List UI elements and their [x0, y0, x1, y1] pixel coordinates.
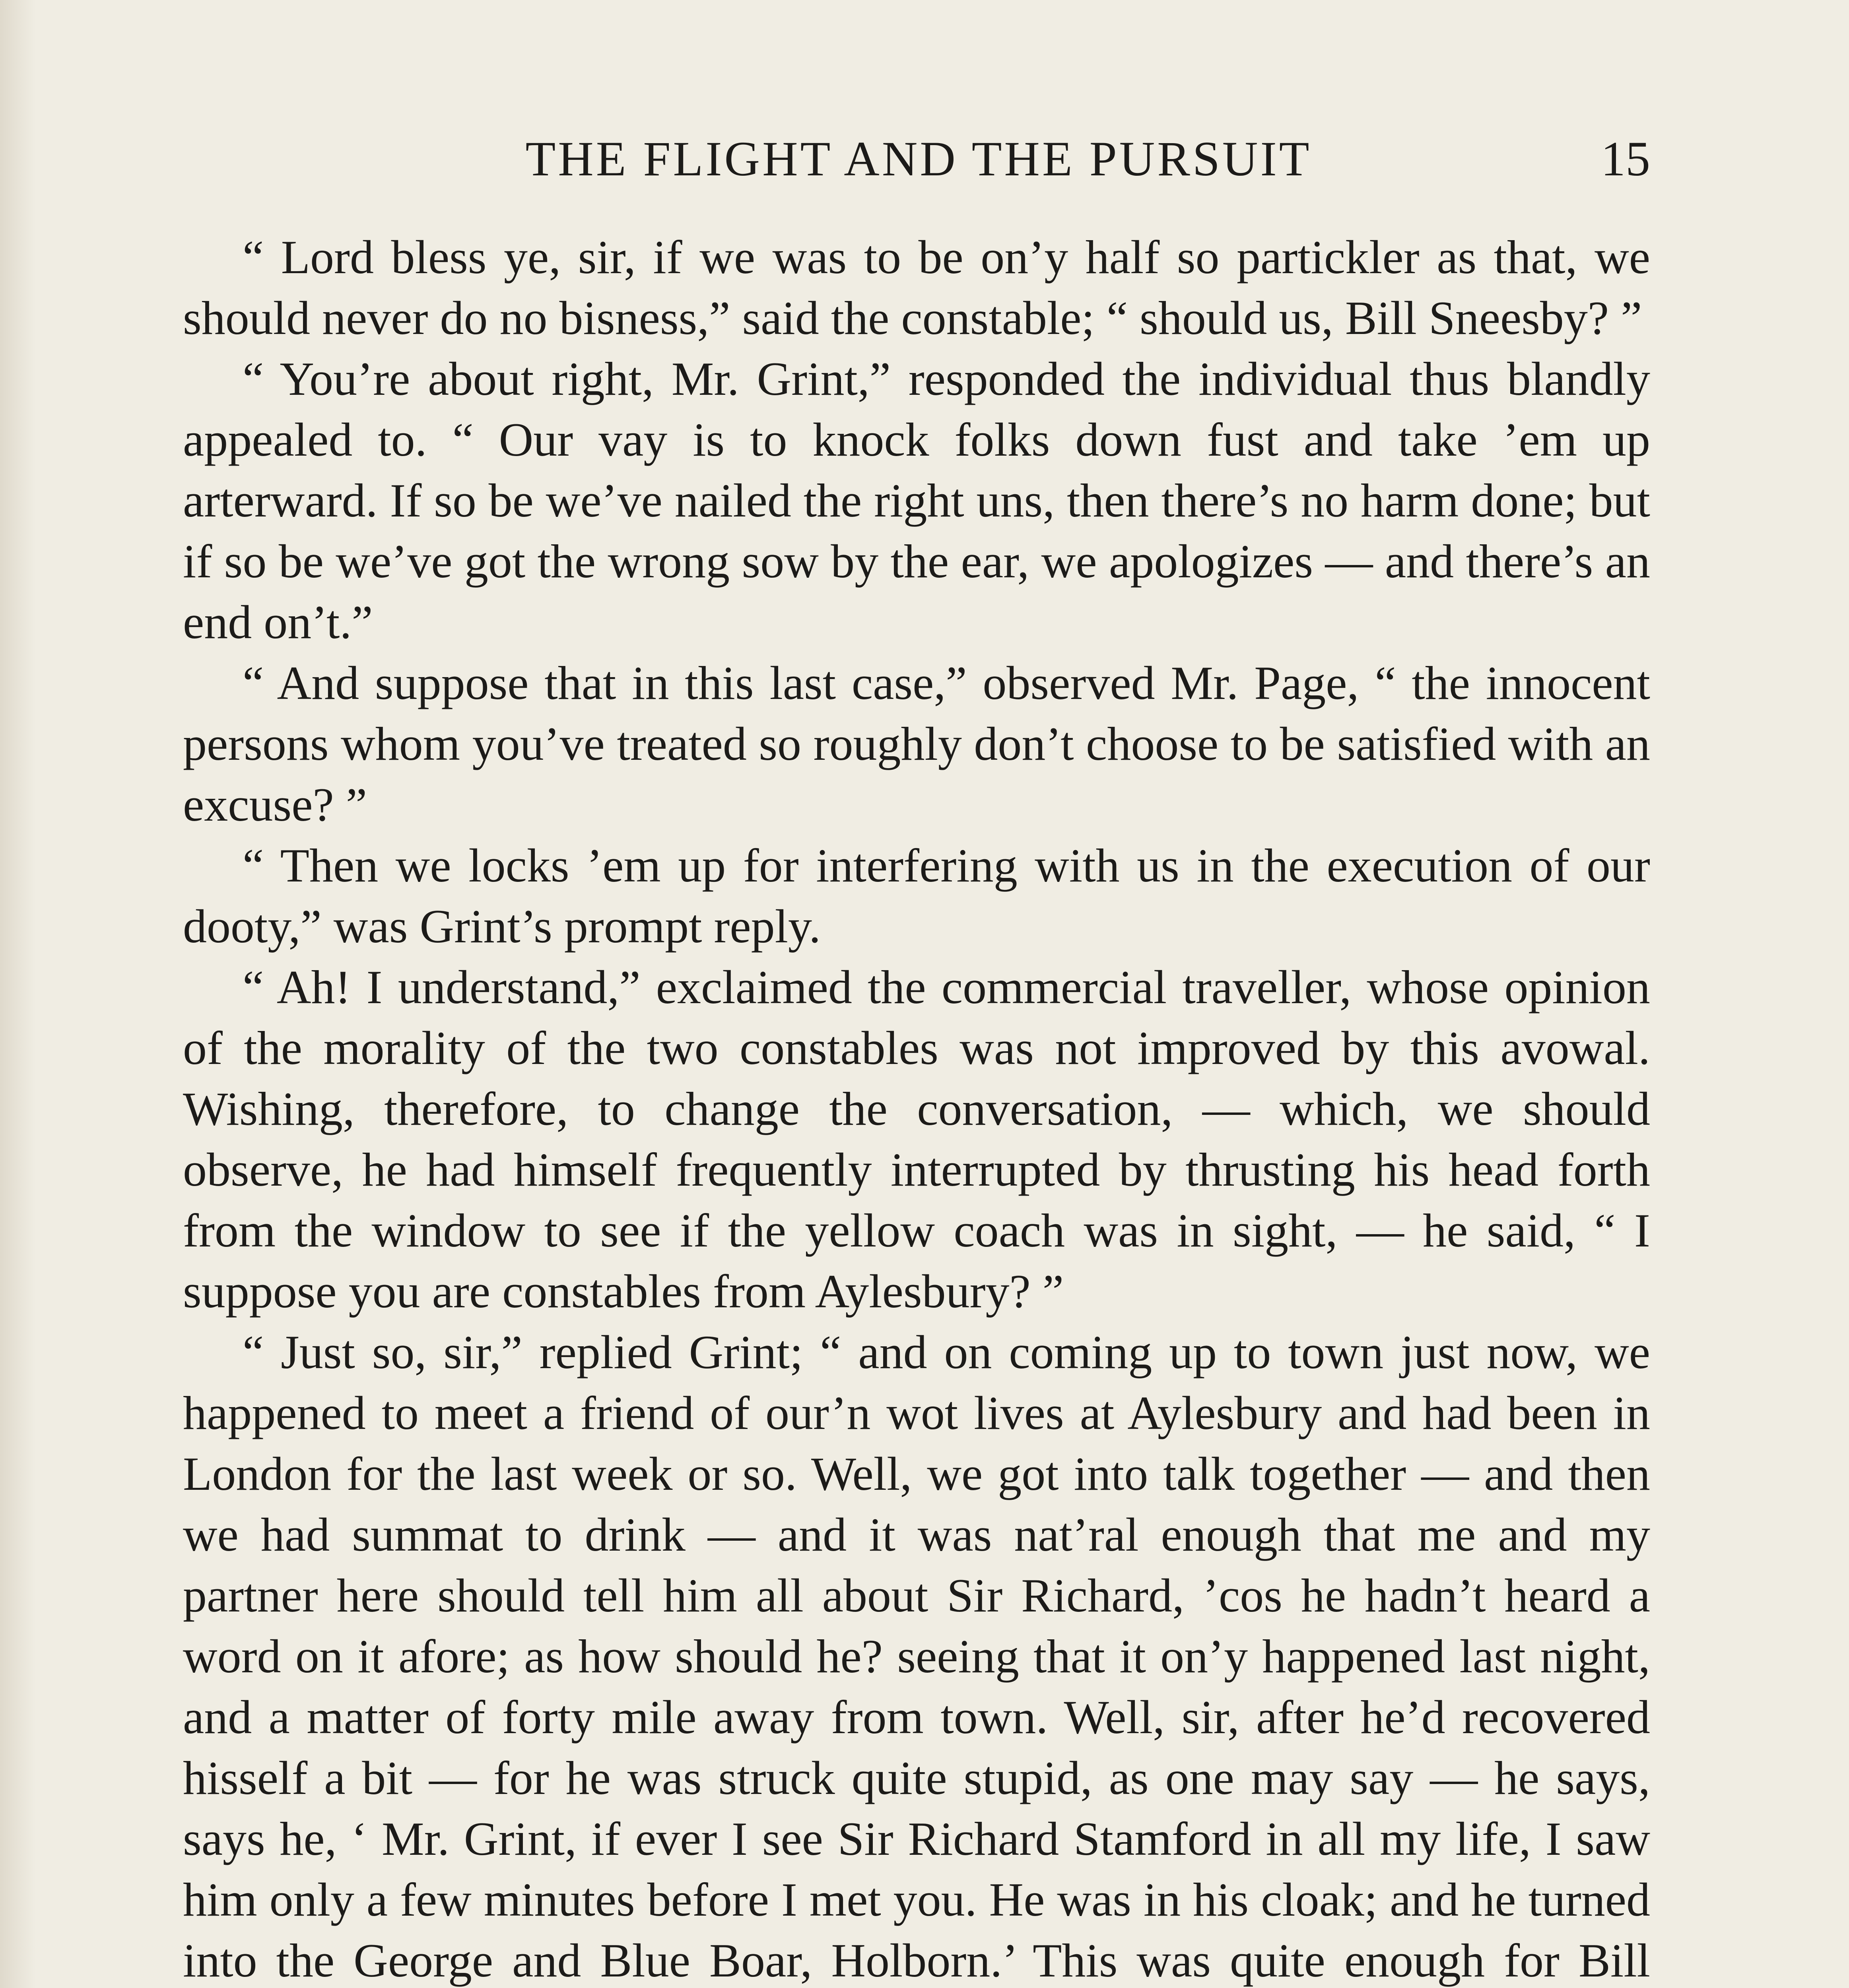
running-head: THE FLIGHT AND THE PURSUIT — [525, 132, 1312, 186]
paragraph: “ Just so, sir,” replied Grint; “ and on coming up to town just now, we happened to meet a friend of our’n wot lives at Aylesbury and had been in London for the last week or so. Well, we got into talk together — and then we had summat to drink — and it was nat’ral enough that me and my partner here should tell him all about Sir Richard, ’cos he hadn’t heard a word on it afore; as how should he? seeing that it on’y happened last night, and a matter of forty mile away from town. Well, sir, after he’d recovered hisself a bit — for he was struck quite stupid, as one may say — he says, says he, ‘ Mr. Grint, if ever I see Sir Richard Stamford in all my life, I saw him only a few minutes before I met you. He was in his cloak; and he turned into the George and Blue Boar, Holborn.’ This was quite enough for Bill — [183, 1326, 1650, 1987]
page-header — [187, 123, 1650, 195]
paragraph: “ Ah! I understand,” exclaimed the commercial traveller, whose opinion of the morality of the two constables was not improved by this avowal. Wishing, therefore, to change the conversation, — which, we should observe, he had himself frequently interrupted by thrusting his head forth from the window to see if the yellow coach was in sight, — he said, “ I suppose you are constables from Aylesbury? ” — [183, 961, 1650, 1318]
paragraph: “ Lord bless ye, sir, if we was to be on’y half so partickler as that, we should never do no bisness,” said the constable; “ should us, Bill Sneesby? ” — [183, 231, 1650, 344]
paragraph: “ And suppose that in this last case,” observed Mr. Page, “ the innocent persons whom you’ve treated so roughly don’t choose to be satisfied with an excuse? ” — [183, 656, 1650, 831]
paragraph: “ Then we locks ’em up for interfering with us in the execution of our dooty,” was Grint’s prompt reply. — [183, 839, 1650, 953]
paragraph: “ You’re about right, Mr. Grint,” responded the individual thus blandly appealed to. “ Our vay is to knock folks down fust and take ’em up arterward. If so be we’ve nailed the right uns, then there’s no harm done; but if so be we’ve got the wrong sow by the ear, we apologizes — and there’s an end on’t.” — [183, 352, 1650, 648]
body-text — [183, 227, 1650, 1988]
page-number: 15 — [1601, 132, 1650, 186]
